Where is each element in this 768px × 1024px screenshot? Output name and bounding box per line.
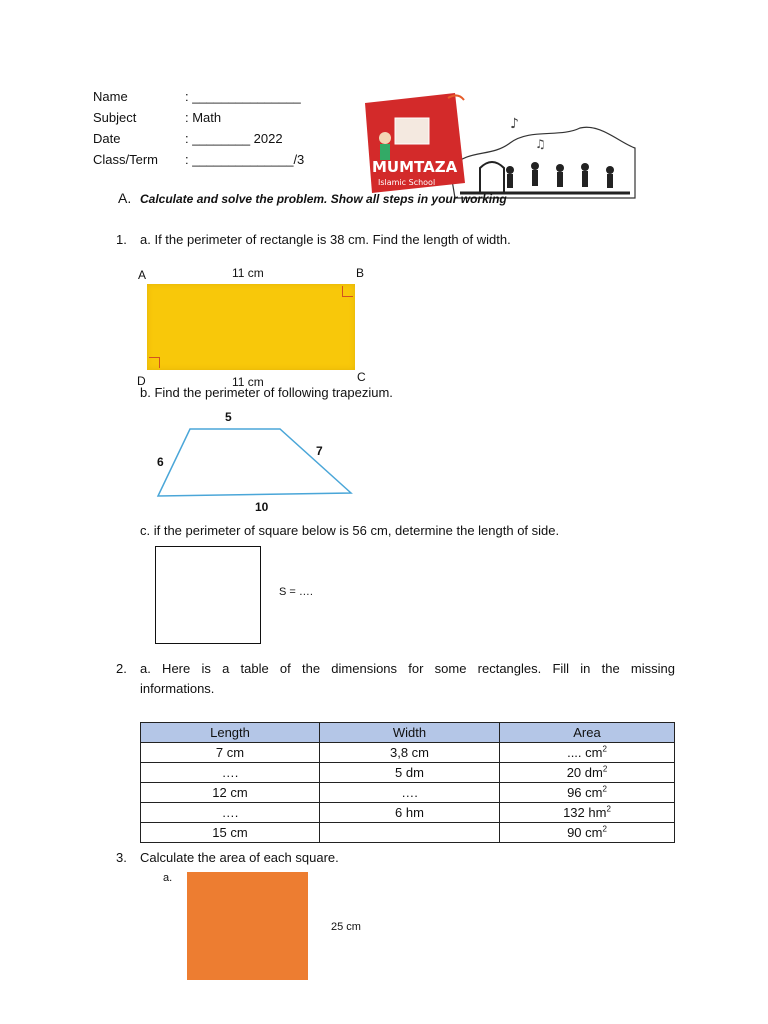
cell-area: 20 $dm^2$ xyxy=(500,763,675,783)
q2-text-line2: informations. xyxy=(140,681,215,696)
section-a-letter: A. xyxy=(118,190,132,206)
name-value: : _______________ xyxy=(185,89,301,104)
trap-top-label: 5 xyxy=(225,410,232,424)
q2-text-line1: a. Here is a table of the dimensions for some rectangles. Fill in the missing xyxy=(140,661,675,676)
q3-number: 3. xyxy=(116,850,127,865)
subject-value: : Math xyxy=(185,110,222,125)
subject-label: Subject xyxy=(93,110,137,125)
cell-width: …. xyxy=(320,783,500,803)
cell-length: 12 cm xyxy=(141,783,320,803)
col-header-width: Width xyxy=(320,723,500,743)
logo-text: MUMTAZA xyxy=(372,158,458,176)
cell-width: 5 dm xyxy=(320,763,500,783)
q3a-label: a. xyxy=(163,872,173,884)
cell-length: 7 cm xyxy=(141,743,320,763)
rect-label-c: C xyxy=(357,370,366,384)
name-label: Name xyxy=(93,89,128,104)
logo-subtext: Islamic School xyxy=(378,178,436,187)
cell-width: 3,8 cm xyxy=(320,743,500,763)
trap-bottom-label: 10 xyxy=(255,500,269,514)
q1b-text: b. Find the perimeter of following trapezium. xyxy=(140,385,393,400)
yellow-rectangle xyxy=(147,284,355,370)
table-row xyxy=(141,803,675,823)
date-row xyxy=(93,131,283,146)
class-label: Class/Term xyxy=(93,152,159,167)
date-label: Date xyxy=(93,131,121,146)
class-row xyxy=(93,152,304,167)
rect-label-top: 11 cm xyxy=(232,266,264,280)
col-header-area: Area xyxy=(500,723,675,743)
section-a-instruction: Calculate and solve the problem. Show all steps in your working xyxy=(140,192,507,206)
cell-area: 96 $cm^2$ xyxy=(500,783,675,803)
table-header-row xyxy=(141,723,675,743)
table-row xyxy=(141,763,675,783)
rect-label-b: B xyxy=(356,266,365,280)
rect-label-d: D xyxy=(137,374,146,388)
cell-length: 15 cm xyxy=(141,823,320,843)
right-angle-mark xyxy=(149,357,160,368)
name-row xyxy=(93,89,301,104)
orange-square-side-label: 25 cm xyxy=(331,921,361,933)
q3-text: Calculate the area of each square. xyxy=(140,850,339,865)
cell-area: .... $cm^2$ xyxy=(500,743,675,763)
cell-width: 6 hm xyxy=(320,803,500,823)
trapezium-figure xyxy=(150,405,365,515)
date-value: : ________ 2022 xyxy=(185,131,283,146)
rect-label-a: A xyxy=(138,268,147,282)
square-figure xyxy=(155,546,261,644)
cell-length: …. xyxy=(141,803,320,823)
table-row xyxy=(141,823,675,843)
q1c-text: c. if the perimeter of square below is 56 cm, determine the length of side. xyxy=(140,523,560,538)
svg-text:♪: ♪ xyxy=(510,116,519,132)
square-side-answer: S = …. xyxy=(279,586,313,598)
trap-left-label: 6 xyxy=(157,455,164,469)
cell-area: 132 $hm^2$ xyxy=(500,803,675,823)
class-value: : ______________/3 xyxy=(185,152,305,167)
cell-width xyxy=(320,823,500,843)
q2-number: 2. xyxy=(116,661,127,676)
cell-length: …. xyxy=(141,763,320,783)
rect-label-bottom: 11 cm xyxy=(232,375,264,389)
svg-text:♫: ♫ xyxy=(535,137,546,151)
subject-row xyxy=(93,110,221,125)
q1a-text: a. If the perimeter of rectangle is 38 cm. Find the length of width. xyxy=(140,232,511,247)
trap-right-label: 7 xyxy=(316,444,323,458)
cell-area: 90 $cm^2$ xyxy=(500,823,675,843)
table-row xyxy=(141,783,675,803)
col-header-length: Length xyxy=(141,723,320,743)
orange-square xyxy=(187,872,308,980)
q1-number: 1. xyxy=(116,232,127,247)
right-angle-mark xyxy=(342,286,353,297)
rectangle-dimensions-table xyxy=(140,722,675,843)
table-row xyxy=(141,743,675,763)
